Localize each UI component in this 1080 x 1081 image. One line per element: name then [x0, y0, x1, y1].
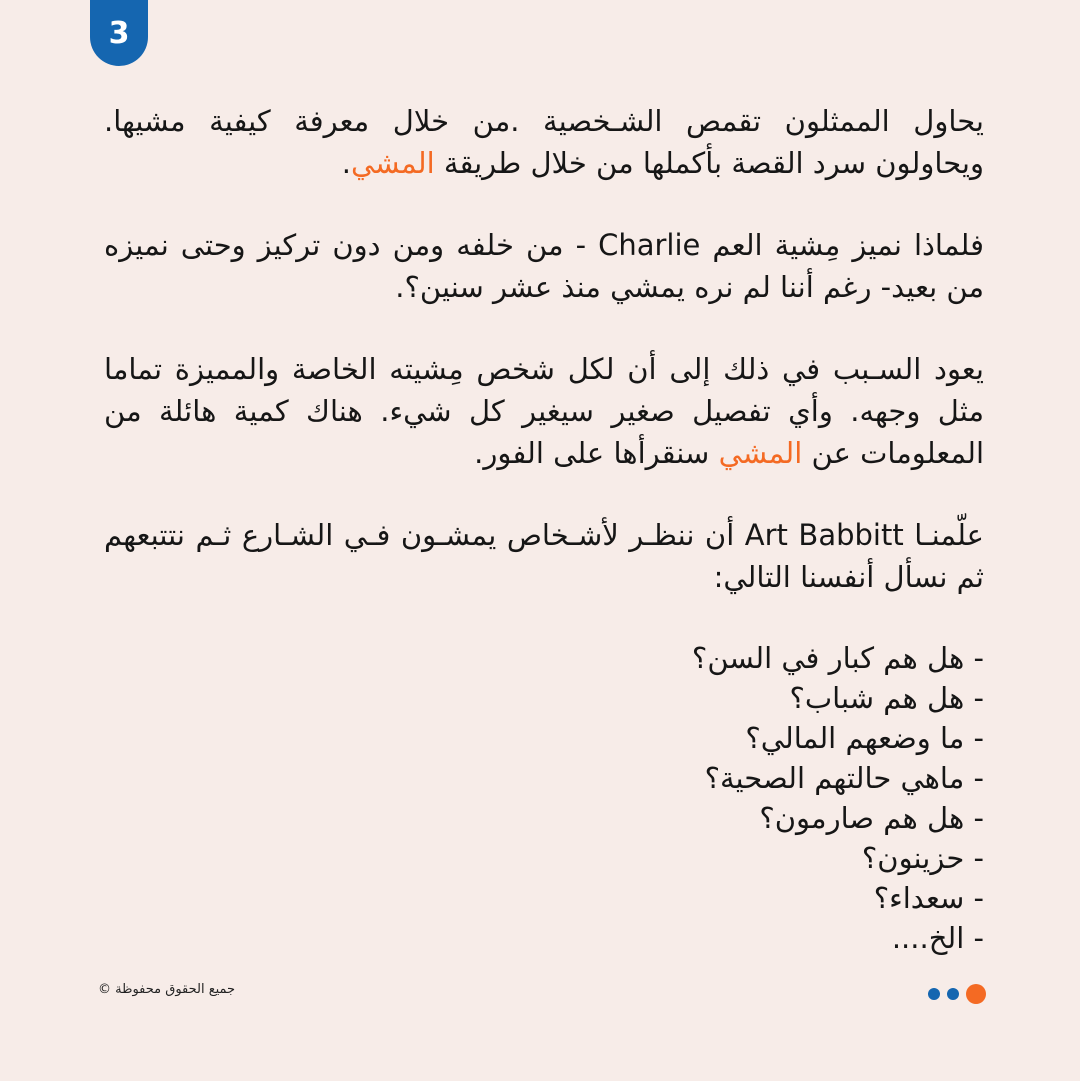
paragraph-4-before: علّمنـا — [903, 518, 984, 552]
person-name-art-babbitt: Art Babbitt — [744, 518, 904, 552]
paragraph-2 — [104, 224, 984, 308]
article-body — [104, 100, 984, 958]
paragraph-4-after: أن ننظـر لأشـخاص يمشـون فـي الشـارع ثـم نتتبعهم ثم نسأل أنفسنا التالي: — [104, 518, 984, 594]
list-item: - هل هم كبار في السن؟ — [691, 641, 984, 675]
paragraph-1-text: يحاول الممثلون تقمص الشـخصية .من خلال معرفة كيفية مشيها. ويحاولون سرد القصة بأكملها من خلال طريقة — [104, 104, 984, 180]
paragraph-1-end: . — [341, 146, 351, 180]
highlight-walking-2: المشي — [718, 436, 803, 470]
list-item: - الخ.... — [891, 921, 984, 955]
paragraph-3-text: يعود السـبب في ذلك إلى أن لكل شخص مِشيته الخاصة والمميزة تماما مثل وجهه. وأي تفصيل صغير سيغير كل شيء. هناك كمية هائلة من المعلومات عن — [104, 352, 984, 470]
page-number-badge — [90, 0, 148, 66]
paragraph-1 — [104, 100, 984, 184]
list-item: - هل هم صارمون؟ — [759, 801, 984, 835]
pagination-dot — [928, 988, 940, 1000]
pagination-dot-active — [966, 984, 986, 1004]
paragraph-2-before: فلماذا نميز مِشية العم — [700, 228, 984, 262]
paragraph-2-after: - من خلفه ومن دون تركيز وحتى نميزه من بعيد- رغم أننا لم نره يمشي منذ عشر سنين؟. — [104, 228, 984, 304]
questions-list — [104, 638, 984, 958]
pagination-dot — [947, 988, 959, 1000]
paragraph-3-end: سنقرأها على الفور. — [474, 436, 719, 470]
list-item: - سعداء؟ — [873, 881, 984, 915]
list-item: - ماهي حالتهم الصحية؟ — [704, 761, 984, 795]
paragraph-3 — [104, 348, 984, 474]
pagination-dots — [928, 984, 986, 1004]
list-item: - حزينون؟ — [861, 841, 984, 875]
highlight-walking-1: المشي — [350, 146, 435, 180]
copyright-notice: جميع الحقوق محفوظة © — [98, 982, 236, 997]
paragraph-4 — [104, 514, 984, 598]
list-item: - ما وضعهم المالي؟ — [745, 721, 984, 755]
character-name-charlie: Charlie — [598, 228, 701, 262]
list-item: - هل هم شباب؟ — [789, 681, 984, 715]
page-number: 3 — [108, 15, 130, 51]
